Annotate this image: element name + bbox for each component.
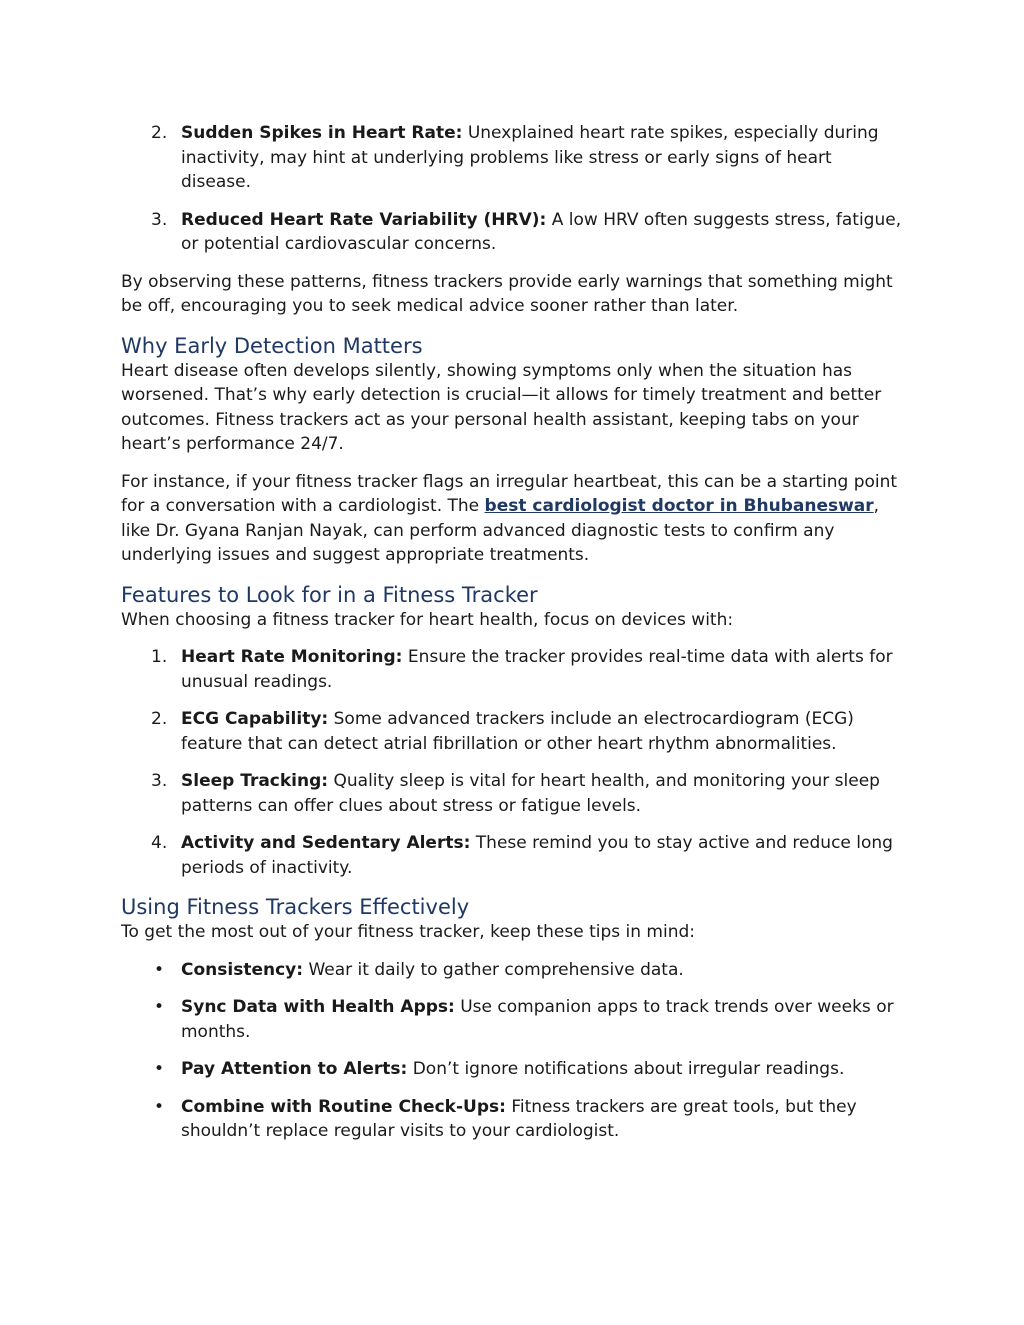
paragraph-text: For instance, if your fitness tracker flags an irregular heartbeat, this can be a starting point for a conversation with a cardiologist. The [121,471,898,516]
list-number: 3. [151,209,168,230]
list-item-text: Some advanced trackers include an electrocardiogram (ECG) feature that can detect atrial fibrillation or other heart rhythm abnormalities. [181,709,854,754]
list-item-text: Wear it daily to gather comprehensive data. [303,959,684,980]
paragraph-text: , like Dr. Gyana Ranjan Nayak, can perform advanced diagnostic tests to confirm any underlying issues and suggest appropriate treatments. [121,496,880,565]
list-number: 1. [151,647,168,667]
list-item-text: Don’t ignore notifications about irregular readings. [407,1059,845,1079]
list-item-text: A low HRV often suggests stress, fatigue, or potential cardiovascular concerns. [181,209,902,254]
bullet-icon: • [154,1059,165,1079]
paragraph-early-2 [121,470,903,568]
list-item-term: Reduced Heart Rate Variability (HRV): [181,209,547,230]
list-item-term: Sleep Tracking: [181,771,329,791]
list-item-term: ECG Capability: [181,709,329,729]
list-item-term: Consistency: [181,959,304,980]
numbered-list-features [121,645,903,880]
document-body [121,121,903,1144]
list-item [121,645,903,694]
list-item-term: Sync Data with Health Apps: [181,997,455,1017]
list-item-term: Heart Rate Monitoring: [181,647,403,667]
bullet-icon: • [154,997,165,1017]
list-item-text: Fitness trackers are great tools, but they shouldn’t replace regular visits to your cardiologist. [181,1096,857,1141]
list-item [121,1057,903,1082]
list-item-term: Activity and Sedentary Alerts: [181,833,471,853]
heading-using-trackers: Using Fitness Trackers Effectively [121,895,470,919]
numbered-list-top [121,121,903,257]
bullet-list-tips [121,958,903,1144]
list-item [121,121,903,195]
list-item-text: Unexplained heart rate spikes, especially during inactivity, may hint at underlying problems like stress or early signs of heart disease. [181,123,879,192]
list-item-text: Quality sleep is vital for heart health, and monitoring your sleep patterns can offer clues about stress or fatigue levels. [181,771,880,816]
bullet-icon: • [154,959,165,980]
paragraph-observing: By observing these patterns, fitness trackers provide early warnings that something might be off, encouraging you to seek medical advice sooner rather than later. [121,271,893,316]
list-item-text: These remind you to stay active and reduce long periods of inactivity. [181,833,893,878]
list-item [121,208,903,257]
list-number: 2. [151,709,168,729]
list-item-term: Sudden Spikes in Heart Rate: [181,123,463,143]
heading-features: Features to Look for in a Fitness Tracker [121,582,538,607]
list-item [121,831,903,880]
list-number: 3. [151,771,168,791]
list-number: 2. [151,123,168,143]
list-item [121,1095,903,1144]
list-item [121,707,903,756]
list-item [121,958,903,983]
list-item-text: Use companion apps to track trends over weeks or months. [181,997,894,1042]
bullet-icon: • [154,1096,165,1117]
list-item-term: Pay Attention to Alerts: [181,1059,408,1079]
heading-why-early-detection: Why Early Detection Matters [121,333,423,358]
paragraph-features-intro: When choosing a fitness tracker for heart health, focus on devices with: [121,609,734,630]
list-item-text: Ensure the tracker provides real-time data with alerts for unusual readings. [181,647,893,692]
list-item-term: Combine with Routine Check-Ups: [181,1096,506,1117]
list-item [121,769,903,818]
list-item [121,995,903,1044]
list-number: 4. [151,833,168,853]
paragraph-early-1: Heart disease often develops silently, showing symptoms only when the situation has worsened. That’s why early detection is crucial—it allows for timely treatment and better outcomes. Fitness trackers act as your personal health assistant, keeping tabs on your heart’s performance 24/7. [121,360,882,454]
paragraph-using-intro: To get the most out of your fitness tracker, keep these tips in mind: [121,922,695,942]
cardiologist-link[interactable]: best cardiologist doctor in Bhubaneswar [484,496,874,516]
